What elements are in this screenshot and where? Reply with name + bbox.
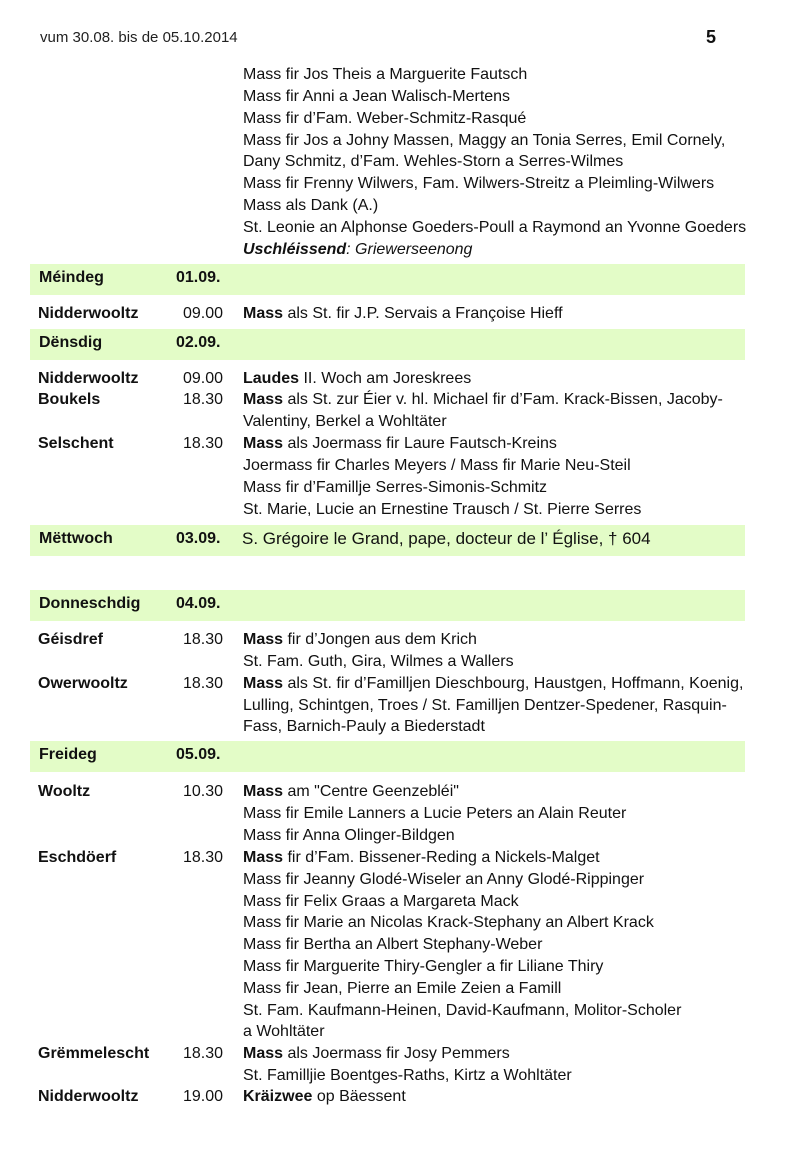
day-name: Mëttwoch [39, 530, 113, 547]
intention-text: Mass als Joermass fir Laure Fautsch-Kreins [243, 435, 557, 452]
time: 19.00 [183, 1088, 224, 1105]
intention-text: Mass fir d’Fam. Weber-Schmitz-Rasqué [243, 110, 527, 127]
location: Selschent [38, 435, 114, 452]
location: Nidderwooltz [38, 370, 139, 387]
intention-text: Mass fir Jean, Pierre an Emile Zeien a Famill [243, 980, 562, 997]
intention-text: a Wohltäter [243, 1023, 325, 1040]
location: Nidderwooltz [38, 305, 139, 322]
day-name: Donneschdig [39, 595, 141, 612]
intention-text: Lulling, Schintgen, Troes / St. Familljen Dentzer-Spedener, Rasquin- [243, 697, 727, 714]
intention-text: Mass als Joermass fir Josy Pemmers [243, 1045, 510, 1062]
intention-text: Mass als St. fir d’Familljen Dieschbourg, Haustgen, Hoffmann, Koenig, [243, 675, 744, 692]
day-header [30, 264, 745, 295]
intention-text: Valentiny, Berkel a Wohltäter [243, 413, 447, 430]
day-name: Dënsdig [39, 334, 103, 351]
day-name: Méindeg [39, 269, 104, 286]
location: Géisdref [38, 631, 103, 648]
day-feast-note: S. Grégoire le Grand, pape, docteur de l’ Église, † 604 [242, 529, 651, 548]
day-header [30, 525, 745, 556]
location: Eschdöerf [38, 849, 117, 866]
day-date: 04.09. [176, 595, 221, 612]
intention-text: Joermass fir Charles Meyers / Mass fir Marie Neu-Steil [243, 457, 631, 474]
time: 09.00 [183, 370, 224, 387]
page-header-period: vum 30.08. bis de 05.10.2014 [40, 29, 238, 46]
time: 18.30 [183, 849, 224, 866]
day-name: Freideg [39, 746, 97, 763]
intention-text: Mass fir d’Famillje Serres-Simonis-Schmitz [243, 479, 548, 496]
intention-text: Mass fir Jos Theis a Marguerite Fautsch [243, 66, 528, 83]
time: 09.00 [183, 305, 224, 322]
day-date: 02.09. [176, 334, 221, 351]
day-header [30, 329, 745, 360]
intention-text: Mass fir Frenny Wilwers, Fam. Wilwers-Streitz a Pleimling-Wilwers [243, 175, 715, 192]
time: 18.30 [183, 1045, 224, 1062]
intention-text: Mass fir Jeanny Glodé-Wiseler an Anny Glodé-Rippinger [243, 871, 645, 888]
intention-text: St. Fam. Guth, Gira, Wilmes a Wallers [243, 653, 514, 670]
time: 18.30 [183, 675, 224, 692]
time: 10.30 [183, 783, 224, 800]
day-header [30, 741, 745, 772]
day-date: 03.09. [176, 530, 221, 547]
intention-text: St. Familljie Boentges-Raths, Kirtz a Wohltäter [243, 1067, 572, 1084]
intention-text: Mass fir Felix Graas a Margareta Mack [243, 893, 519, 910]
intention-text: Mass fir Jos a Johny Massen, Maggy an Tonia Serres, Emil Cornely, [243, 132, 726, 149]
location: Boukels [38, 391, 101, 408]
location: Owerwooltz [38, 675, 128, 692]
intention-text: Mass fir d’Jongen aus dem Krich [243, 631, 477, 648]
intention-text: Fass, Barnich-Pauly a Biederstadt [243, 718, 485, 735]
time: 18.30 [183, 631, 224, 648]
intention-text: Mass als St. zur Éier v. hl. Michael fir d’Fam. Krack-Bissen, Jacoby- [243, 391, 723, 408]
intention-text: St. Leonie an Alphonse Goeders-Poull a Raymond an Yvonne Goeders [243, 219, 747, 236]
intention-text: Uschléissend: Griewerseenong [243, 241, 473, 258]
location: Nidderwooltz [38, 1088, 139, 1105]
intention-text: Mass fir d’Fam. Bissener-Reding a Nickels-Malget [243, 849, 600, 866]
intention-text: Mass fir Marguerite Thiry-Gengler a fir Liliane Thiry [243, 958, 604, 975]
intention-text: Mass als St. fir J.P. Servais a Françoise Hieff [243, 305, 563, 322]
intention-text: Mass am "Centre Geenzebléi" [243, 783, 459, 800]
intention-text: Mass fir Anni a Jean Walisch-Mertens [243, 88, 511, 105]
intention-text: St. Marie, Lucie an Ernestine Trausch / St. Pierre Serres [243, 501, 642, 518]
time: 18.30 [183, 391, 224, 408]
day-header [30, 590, 745, 621]
intention-text: Laudes II. Woch am Joreskrees [243, 370, 472, 387]
intention-text: Kräizwee op Bäessent [243, 1088, 406, 1105]
intention-text: Dany Schmitz, d’Fam. Wehles-Storn a Serres-Wilmes [243, 153, 624, 170]
location: Grëmmelescht [38, 1045, 150, 1062]
intention-text: Mass fir Marie an Nicolas Krack-Stephany an Albert Krack [243, 914, 654, 931]
intention-text: Mass fir Bertha an Albert Stephany-Weber [243, 936, 543, 953]
intention-text: Mass fir Emile Lanners a Lucie Peters an Alain Reuter [243, 805, 627, 822]
page-number: 5 [706, 27, 717, 47]
day-date: 05.09. [176, 746, 221, 763]
time: 18.30 [183, 435, 224, 452]
intention-text: St. Fam. Kaufmann-Heinen, David-Kaufmann, Molitor-Scholer [243, 1002, 682, 1019]
location: Wooltz [38, 783, 91, 800]
day-date: 01.09. [176, 269, 221, 286]
intention-text: Mass fir Anna Olinger-Bildgen [243, 827, 455, 844]
intention-text: Mass als Dank (A.) [243, 197, 379, 214]
